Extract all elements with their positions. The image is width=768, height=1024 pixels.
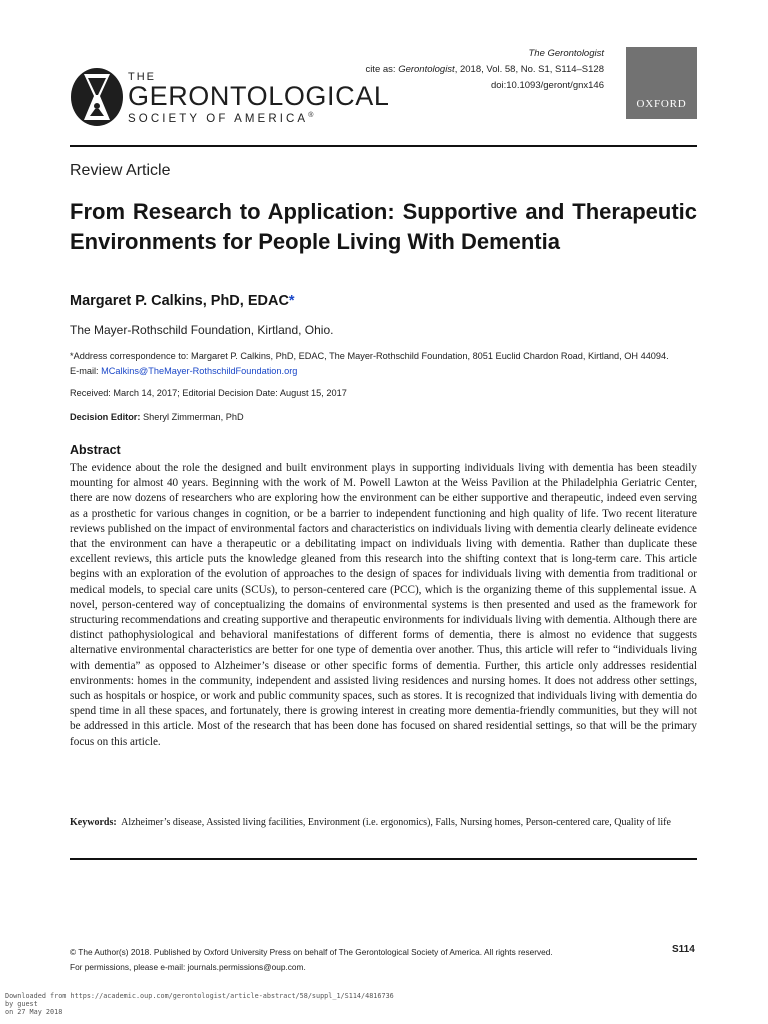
logo-the-text: THE: [128, 71, 156, 83]
abstract-body: The evidence about the role the designed and built environment plays in supporting individuals living with dementia has been steadily mounting for almost 40 years. Beginning with the work of M. Powell Lawton at the Weiss Pavilion at the Philadelphia Geriatric Center, there are now dozens of researchers who are exploring how the environment can be either supportive and therapeutic, indeed even serving as a prosthetic for various changes in cognition, or be a barrier to independent functioning and high quality of life. Two recent literature reviews published on the impact of environmental factors and characteristics on individuals living with dementia clearly delineate evidence that the environment can have a therapeutic or a debilitating impact on individuals living with dementia. Rather than duplicate these excellent reviews, this article puts the knowledge gleaned from this research into the shifting context that is long-term care. This article begins with an exploration of the evolution of approaches to the design of spaces for individuals living with dementia from traditional or medical models, to special care units (SCUs), to person-centered care (PCC), which is the organizing theme of this supplemental issue. A novel, person-centered way of conceptualizing the domains of environmental systems is then presented and used as the framework for structuring recommendations and creating supportive and therapeutic environments for individuals living with dementia. Although there are distinct pathophysiological and behavioral manifestations of different forms of dementia, there is almost no evidence that suggests alternative environmental characteristics are better for one type of dementia over another. Thus, this article will refer to “individuals living with dementia” as opposed to Alzheimer’s disease or other specific forms of dementia. Further, this article only addresses residential environments: homes in the community, independent and assisted living residences and nursing homes. It does not address other settings, such as hospitals or hospice, or work and public community spaces, such as stores. It is recognized that individuals living with dementia do spend time in all these spaces, and fortunately, there is growing interest in creating more dementia-friendly communities, but they will not be addressed in this article. Most of the research that has been done has focused on shared residential settings, so that will be the primary focus on this article.: [70, 462, 697, 748]
correspondence-address: *Address correspondence to: Margaret P. Calkins, PhD, EDAC, The Mayer-Rothschild Foundation, 8051 Euclid Chardon Road, Kirtland, OH 44094. E-mail: MCalkins@TheMayer-RothschildFoundation.org: [70, 351, 669, 376]
author-affiliation: The Mayer-Rothschild Foundation, Kirtland, Ohio.: [70, 323, 334, 337]
footer-copyright: © The Author(s) 2018. Published by Oxford University Press on behalf of The Gerontological Society of America. All rights reserved. For permissions, please e-mail: journals.permissions@oup.com.: [70, 945, 553, 974]
decision-editor: Decision Editor: Sheryl Zimmerman, PhD: [70, 412, 244, 422]
citation-block: [324, 46, 604, 94]
cite-line: cite as: Gerontologist, 2018, Vol. 58, No. S1, S114–S128: [365, 64, 604, 75]
doi-link[interactable]: doi:10.1093/geront/gnx146: [490, 80, 604, 91]
publisher-badge-label: OXFORD: [636, 98, 687, 110]
author-footnote-link[interactable]: *: [288, 293, 295, 309]
received-dates: Received: March 14, 2017; Editorial Decision Date: August 15, 2017: [70, 388, 347, 398]
page-number: S114: [672, 944, 695, 955]
journal-name: The Gerontologist: [528, 48, 604, 59]
logo-main-text: GERONTOLOGICAL: [128, 81, 390, 111]
download-stamp: Downloaded from https://academic.oup.com/gerontologist/article-abstract/58/suppl_1/S114/4816736 by guest on 27 May 2018: [5, 992, 394, 1017]
keywords: Keywords: Alzheimer’s disease, Assisted living facilities, Environment (i.e. ergonomics), Falls, Nursing homes, Person-centered care, Quality of life: [70, 817, 671, 828]
article-type: Review Article: [70, 162, 171, 179]
permissions-text: For permissions, please e-mail: journals.permissions@oup.com.: [70, 961, 306, 972]
header-divider: [70, 145, 697, 147]
author-email-link[interactable]: MCalkins@TheMayer-RothschildFoundation.org: [101, 365, 298, 376]
publisher-badge: [626, 47, 697, 119]
author-line: Margaret P. Calkins, PhD, EDAC*: [70, 293, 295, 309]
abstract-heading: Abstract: [70, 443, 121, 457]
abstract-divider: [70, 858, 697, 860]
hourglass-figure-icon: [70, 66, 124, 128]
article-title: From Research to Application: Supportive and Therapeutic Environments for People Living With Dementia: [70, 199, 697, 254]
logo-sub-text: SOCIETY OF AMERICA®: [128, 112, 314, 125]
